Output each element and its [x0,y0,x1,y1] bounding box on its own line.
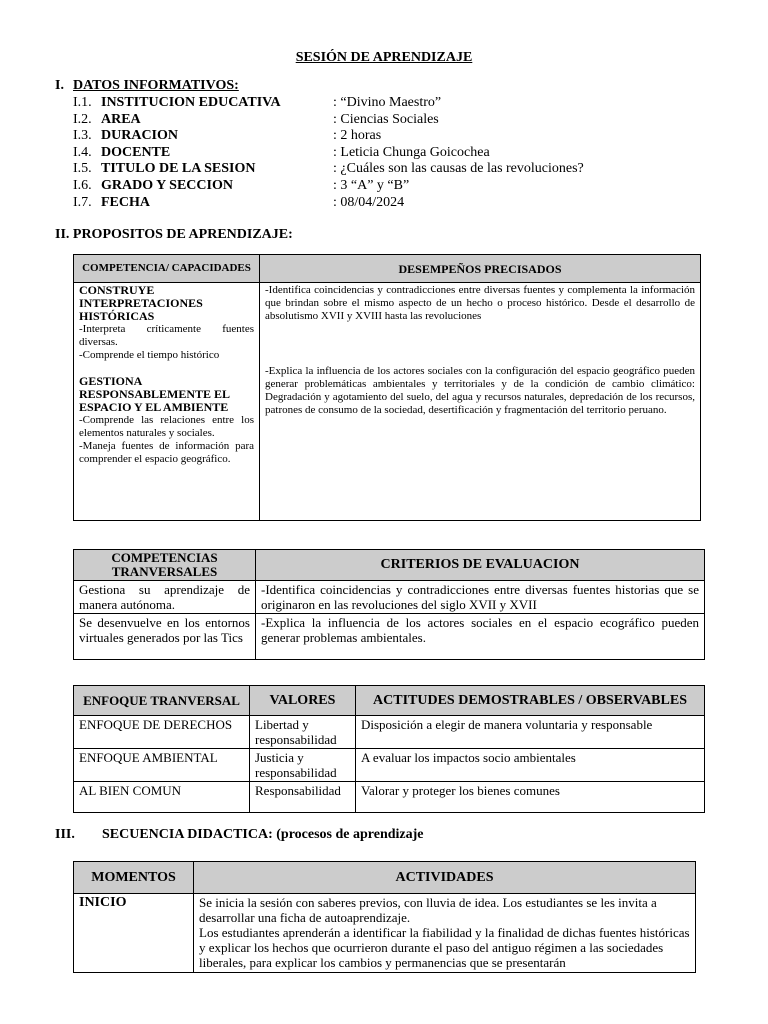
info-label: FECHA [101,195,150,210]
section-1-title: DATOS INFORMATIVOS: [73,78,239,93]
competencias-transversales-table [73,549,705,660]
info-number: I.2. [73,112,92,127]
info-label: GRADO Y SECCION [101,178,233,193]
info-value: : 3 “A” y “B” [333,178,410,193]
info-value: : 08/04/2024 [333,195,405,210]
competencia-title: GESTIONA RESPONSABLEMENTE EL ESPACIO Y EL AMBIENTE [79,374,230,414]
table-cell: ENFOQUE DE DERECHOS [74,716,250,749]
actividad-text: Se inicia la sesión con saberes previos, con lluvia de idea. Los estudiantes se les invita a desarrollar una ficha de autoaprendizaje. [199,895,657,925]
info-number: I.5. [73,161,92,176]
info-number: I.3. [73,128,92,143]
info-number: I.7. [73,195,92,210]
info-row [73,144,490,161]
info-row [73,94,441,111]
table-cell: Gestiona su aprendizaje de manera autónoma. [74,581,256,614]
info-value: : ¿Cuáles son las causas de las revoluciones? [333,161,584,176]
section-3-title: SECUENCIA DIDACTICA: (procesos de aprendizaje [102,827,424,842]
section-2-title: II. PROPOSITOS DE APRENDIZAJE: [55,227,293,242]
table-header: CRITERIOS DE EVALUACION [256,550,705,581]
capacidad-item: -Maneja fuentes de información para comprender el espacio geográfico. [79,440,254,465]
table-header: ENFOQUE TRANVERSAL [74,686,250,716]
info-row [73,194,404,211]
competencias-cell [74,283,260,521]
capacidad-item: -Comprende las relaciones entre los elementos naturales y sociales. [79,414,254,439]
table-cell: Responsabilidad [250,782,356,813]
section-3-number: III. [55,827,75,842]
table-cell: ENFOQUE AMBIENTAL [74,749,250,782]
momento-cell: INICIO [74,894,194,973]
table-cell: Se desenvuelve en los entornos virtuales generados por las Tics [74,614,256,660]
desempeno-item: -Identifica coincidencias y contradicciones entre diversas fuentes y complementa la información que brindan sobre el mismo aspecto de un hecho o proceso histórico. Desde el desarrollo de absolutismo XVII y XVIII hasta las revoluciones [265,284,695,322]
table-header: ACTITUDES DEMOSTRABLES / OBSERVABLES [356,686,705,716]
competencias-table [73,254,701,521]
table-header: COMPETENCIAS TRANVERSALES [74,550,256,581]
capacidad-item: -Comprende el tiempo histórico [79,349,220,361]
table-header: VALORES [250,686,356,716]
info-number: I.4. [73,145,92,160]
table-cell: Justicia y responsabilidad [250,749,356,782]
info-label: AREA [101,112,141,127]
info-label: INSTITUCION EDUCATIVA [101,95,281,110]
info-number: I.1. [73,95,92,110]
enfoque-transversal-table [73,685,705,813]
info-value: : Ciencias Sociales [333,112,439,127]
capacidad-item: -Interpreta críticamente fuentes diversas. [79,323,254,348]
info-row [73,160,584,177]
table-cell: AL BIEN COMUN [74,782,250,813]
table-cell: A evaluar los impactos socio ambientales [356,749,705,782]
table-cell: Disposición a elegir de manera voluntaria y responsable [356,716,705,749]
info-row [73,111,439,128]
info-value: : 2 horas [333,128,382,143]
actividades-cell [194,894,696,973]
info-number: I.6. [73,178,92,193]
desempeno-item: -Explica la influencia de los actores sociales con la configuración del espacio geográfico pueden generar problemáticas ambientales y territoriales y de la condición de cambio climático: Degradación y agotamiento del suelo, del agua y recursos naturales, depredación de los recursos, patrones de consumo de la sociedad, desertificación y fragmentación del territorio peruano. [265,365,695,416]
secuencia-didactica-table [73,861,696,973]
table-header: MOMENTOS [74,862,194,894]
info-row [73,177,409,194]
table-header: ACTIVIDADES [194,862,696,894]
info-label: DOCENTE [101,145,171,160]
section-1-number: I. [55,78,64,93]
table-cell: Valorar y proteger los bienes comunes [356,782,705,813]
table-cell: Libertad y responsabilidad [250,716,356,749]
info-label: TITULO DE LA SESION [101,161,256,176]
desempenos-cell [260,283,701,521]
info-value: : “Divino Maestro” [333,95,442,110]
actividad-text: Los estudiantes aprenderán a identificar la fiabilidad y la finalidad de dichas fuentes históricas y explicar los hechos que ocurrieron durante el paso del antiguo régimen a las sociedades liberales, para explicar los cambios y permanencias que se presentarán [199,925,690,970]
document-title: SESIÓN DE APRENDIZAJE [295,50,473,65]
table-header: COMPETENCIA/ CAPACIDADES [74,255,260,283]
info-value: : Leticia Chunga Goicochea [333,145,490,160]
info-row [73,127,381,144]
table-header: DESEMPEÑOS PRECISADOS [260,255,701,283]
table-cell: -Identifica coincidencias y contradicciones entre diversas fuentes historias que se originaron en las revoluciones del siglo XVII y XVII [256,581,705,614]
table-cell: -Explica la influencia de los actores sociales en el espacio ecográfico pueden generar problemas ambientales. [256,614,705,660]
competencia-title: CONSTRUYE INTERPRETACIONES HISTÓRICAS [79,283,203,323]
info-label: DURACION [101,128,178,143]
